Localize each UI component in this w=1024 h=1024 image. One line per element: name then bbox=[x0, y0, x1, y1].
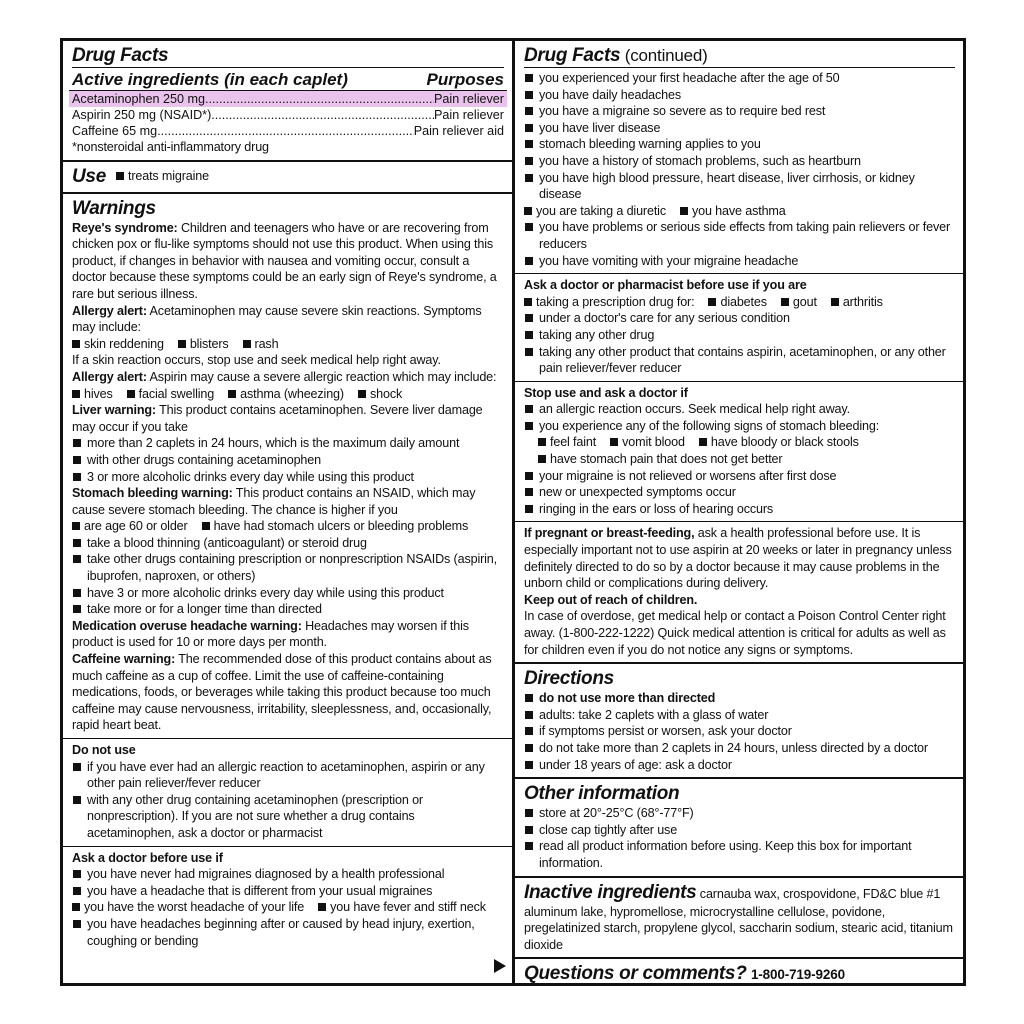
purposes-label: Purposes bbox=[426, 70, 504, 89]
drug-facts-panel bbox=[60, 38, 966, 986]
bullet-icon bbox=[73, 589, 81, 597]
ingredient-row bbox=[72, 107, 504, 123]
medication-overuse-warning: Medication overuse headache warning: Headaches may worsen if this product is used for 10 or more days per month. bbox=[72, 618, 469, 650]
continued-title: Drug Facts (continued) bbox=[524, 44, 955, 68]
bullet-icon bbox=[525, 744, 533, 752]
list-item: your migraine is not relieved or worsens after first dose bbox=[524, 468, 955, 485]
do-not-use-section bbox=[63, 739, 512, 847]
active-ingredients-section bbox=[63, 41, 512, 162]
bullet-icon bbox=[116, 172, 124, 180]
bullet-icon bbox=[73, 439, 81, 447]
ask-pharmacist-title: Ask a doctor or pharmacist before use if you are bbox=[524, 278, 807, 293]
questions-section bbox=[515, 959, 963, 983]
bullet-icon bbox=[524, 298, 532, 306]
use-title: Use bbox=[72, 165, 106, 187]
bullet-icon bbox=[127, 390, 135, 398]
continue-arrow-icon bbox=[494, 959, 506, 973]
bullet-icon bbox=[243, 340, 251, 348]
list-item: you have headaches beginning after or caused by head injury, exertion, coughing or bending bbox=[72, 916, 504, 949]
drug-facts-title: Drug Facts bbox=[72, 45, 169, 66]
leader-dots bbox=[205, 91, 434, 107]
bullet-icon bbox=[525, 422, 533, 430]
list-item: with other drugs containing acetaminophen bbox=[72, 452, 504, 469]
inactive-ingredients-text: Inactive ingredients carnauba wax, crospovidone, FD&C blue #1 aluminum lake, hypromellose, microcrystalline cellulose, povidone, pregelatinized starch, propylene glycol, saccharin sodium, stearic acid, titanium dioxide bbox=[524, 881, 953, 952]
list-item: under 18 years of age: ask a doctor bbox=[524, 757, 955, 774]
ask-doctor-section bbox=[63, 847, 512, 983]
bullet-icon bbox=[202, 522, 210, 530]
questions-phone: 1-800-719-9260 bbox=[750, 967, 845, 983]
bullet-icon bbox=[538, 455, 546, 463]
bullet-icon bbox=[538, 438, 546, 446]
ingredient-purpose: Pain reliever aid bbox=[413, 124, 504, 138]
list-item: do not use more than directed bbox=[524, 690, 955, 707]
overdose-text: In case of overdose, get medical help or contact a Poison Control Center right away. (1-800-222-1222) Quick medical attention is critical for adults as well as for children even if you do not notice any signs or symptoms. bbox=[524, 609, 946, 657]
continued-inline: you are taking a diuretic you have asthma bbox=[524, 203, 955, 220]
bullet-icon bbox=[525, 174, 533, 182]
directions-title: Directions bbox=[524, 668, 614, 690]
inactive-ingredients-section bbox=[515, 878, 963, 960]
list-item: you have a history of stomach problems, such as heartburn bbox=[524, 153, 955, 170]
bullet-icon bbox=[525, 694, 533, 702]
list-item: if you have ever had an allergic reaction to acetaminophen, aspirin or any other pain reliever/fever reducer bbox=[72, 759, 504, 792]
list-item: read all product information before using. Keep this box for important information. bbox=[524, 838, 955, 871]
bullet-icon bbox=[525, 348, 533, 356]
allergy1-after: If a skin reaction occurs, stop use and seek medical help right away. bbox=[72, 353, 441, 368]
use-text: treats migraine bbox=[127, 168, 210, 183]
list-item: you experience any of the following signs of stomach bleeding: bbox=[524, 418, 955, 435]
list-item: with any other drug containing acetaminophen (prescription or nonprescription). If you are not sure whether a drug contains acetaminophen, ask a doctor or pharmacist bbox=[72, 792, 504, 842]
list-item: you have vomiting with your migraine headache bbox=[524, 253, 955, 270]
list-item: you have a headache that is different from your usual migraines bbox=[72, 883, 504, 900]
ingredient-row bbox=[72, 123, 504, 139]
bullet-icon bbox=[525, 488, 533, 496]
bullet-icon bbox=[73, 539, 81, 547]
bullet-icon bbox=[708, 298, 716, 306]
ask-doctor-inline: you have the worst headache of your life you have fever and stiff neck bbox=[72, 899, 504, 916]
stop-inline-items: feel faint vomit blood have bloody or black stools bbox=[524, 434, 955, 451]
list-item: stomach bleeding warning applies to you bbox=[524, 136, 955, 153]
bullet-icon bbox=[178, 340, 186, 348]
bullet-icon bbox=[680, 207, 688, 215]
bullet-icon bbox=[525, 505, 533, 513]
leader-dots bbox=[157, 123, 414, 139]
list-item: you have a migraine so severe as to require bed rest bbox=[524, 103, 955, 120]
list-item: you have daily headaches bbox=[524, 87, 955, 104]
list-item: under a doctor's care for any serious condition bbox=[524, 310, 955, 327]
caffeine-warning: Caffeine warning: The recommended dose of this product contains about as much caffeine as a cup of coffee. Limit the use of caffeine-containing medications, foods, or beverages while taking this product because too much caffeine may cause nervousness, irritability, sleeplessness, and, occasionally, rapid heart beat. bbox=[72, 652, 492, 733]
bullet-icon bbox=[610, 438, 618, 446]
bullet-icon bbox=[525, 472, 533, 480]
bullet-icon bbox=[781, 298, 789, 306]
ingredient-name: Acetaminophen 250 mg bbox=[72, 92, 206, 106]
active-ingredients-header bbox=[72, 67, 504, 90]
list-item: take a blood thinning (anticoagulant) or steroid drug bbox=[72, 535, 504, 552]
bullet-icon bbox=[525, 842, 533, 850]
bullet-icon bbox=[699, 438, 707, 446]
list-item: you have high blood pressure, heart disease, liver cirrhosis, or kidney disease bbox=[524, 170, 955, 203]
ingredient-row bbox=[69, 90, 507, 107]
bullet-icon bbox=[525, 826, 533, 834]
bullet-icon bbox=[73, 870, 81, 878]
ask-doctor-title: Ask a doctor before use if bbox=[72, 850, 223, 865]
bullet-icon bbox=[72, 390, 80, 398]
ingredient-purpose: Pain reliever bbox=[434, 92, 504, 106]
warnings-title: Warnings bbox=[72, 197, 156, 219]
bullet-icon bbox=[73, 473, 81, 481]
stop-use-section bbox=[515, 382, 963, 523]
bullet-icon bbox=[72, 522, 80, 530]
bullet-icon bbox=[73, 763, 81, 771]
list-item: if symptoms persist or worsen, ask your doctor bbox=[524, 723, 955, 740]
pregnancy-section bbox=[515, 522, 963, 664]
bullet-icon bbox=[72, 340, 80, 348]
inactive-ingredients-title: Inactive ingredients bbox=[524, 881, 697, 903]
stomach-inline-items: are age 60 or older have had stomach ulcers or bleeding problems bbox=[72, 518, 504, 535]
list-item: taking any other product that contains aspirin, acetaminophen, or any other pain reliever/fever reducer bbox=[524, 344, 955, 377]
bullet-icon bbox=[73, 920, 81, 928]
active-ingredients-label: Active ingredients (in each caplet) bbox=[72, 70, 348, 89]
bullet-icon bbox=[73, 456, 81, 464]
bullet-icon bbox=[525, 91, 533, 99]
list-item: taking any other drug bbox=[524, 327, 955, 344]
list-item: you have liver disease bbox=[524, 120, 955, 137]
list-item: take other drugs containing prescription or nonprescription NSAIDs (aspirin, ibuprofen, naproxen, or others) bbox=[72, 551, 504, 584]
pregnancy-warning: If pregnant or breast-feeding, ask a health professional before use. It is especially important not to use aspirin at 20 weeks or later in pregnancy unless definitely directed to do so by a doctor because it may cause problems in the unborn child or complications during delivery. bbox=[524, 526, 952, 591]
left-column bbox=[63, 41, 515, 983]
continued-section bbox=[515, 41, 963, 274]
ingredient-purpose: Pain reliever bbox=[434, 108, 504, 122]
directions-section bbox=[515, 664, 963, 779]
list-item: more than 2 caplets in 24 hours, which is the maximum daily amount bbox=[72, 435, 504, 452]
list-item: 3 or more alcoholic drinks every day while using this product bbox=[72, 469, 504, 486]
bullet-icon bbox=[525, 74, 533, 82]
list-item: you have never had migraines diagnosed by a health professional bbox=[72, 866, 504, 883]
bullet-icon bbox=[358, 390, 366, 398]
ingredient-name: Caffeine 65 mg bbox=[72, 124, 158, 138]
bullet-icon bbox=[525, 405, 533, 413]
list-item: you experienced your first headache after the age of 50 bbox=[524, 70, 955, 87]
reye-warning: Reye's syndrome: Children and teenagers who have or are recovering from chicken pox or flu-like symptoms should not use this product. When using this product, if changes in behavior with nausea and vomiting occur, consult a doctor because these symptoms could be an early sign of Reye's syndrome, a rare but serious illness. bbox=[72, 220, 497, 301]
bullet-icon bbox=[525, 257, 533, 265]
bullet-icon bbox=[525, 711, 533, 719]
bullet-icon bbox=[525, 809, 533, 817]
list-item: close cap tightly after use bbox=[524, 822, 955, 839]
list-item: do not take more than 2 caplets in 24 hours, unless directed by a doctor bbox=[524, 740, 955, 757]
bullet-icon bbox=[525, 761, 533, 769]
bullet-icon bbox=[525, 314, 533, 322]
stomach-bleeding-warning: Stomach bleeding warning: This product contains an NSAID, which may cause severe stomach bleeding. The chance is higher if you bbox=[72, 486, 476, 517]
list-item: have 3 or more alcoholic drinks every day while using this product bbox=[72, 585, 504, 602]
bullet-icon bbox=[524, 207, 532, 215]
other-information-section bbox=[515, 779, 963, 877]
list-item: store at 20°-25°C (68°-77°F) bbox=[524, 805, 955, 822]
questions-title: Questions or comments? bbox=[524, 963, 747, 983]
list-item: new or unexpected symptoms occur bbox=[524, 484, 955, 501]
allergy-alert-acetaminophen: Allergy alert: Acetaminophen may cause severe skin reactions. Symptoms may include: bbox=[72, 303, 482, 335]
bullet-icon bbox=[831, 298, 839, 306]
bullet-icon bbox=[525, 124, 533, 132]
list-item: ringing in the ears or loss of hearing occurs bbox=[524, 501, 955, 518]
allergy2-symptoms: hives facial swelling asthma (wheezing) shock bbox=[72, 386, 504, 403]
bullet-icon bbox=[525, 107, 533, 115]
bullet-icon bbox=[525, 223, 533, 231]
bullet-icon bbox=[228, 390, 236, 398]
use-section bbox=[63, 162, 512, 194]
bullet-icon bbox=[72, 903, 80, 911]
bullet-icon bbox=[73, 887, 81, 895]
bullet-icon bbox=[525, 157, 533, 165]
nsaid-footnote: *nonsteroidal anti-inflammatory drug bbox=[72, 140, 269, 154]
keep-out-of-reach: Keep out of reach of children. bbox=[524, 592, 698, 607]
list-item: take more or for a longer time than directed bbox=[72, 601, 504, 618]
bullet-icon bbox=[73, 605, 81, 613]
list-item: you have problems or serious side effects from taking pain relievers or fever reducers bbox=[524, 219, 955, 252]
list-item: adults: take 2 caplets with a glass of water bbox=[524, 707, 955, 724]
right-column bbox=[515, 41, 963, 983]
bullet-icon bbox=[525, 140, 533, 148]
other-information-title: Other information bbox=[524, 783, 680, 805]
bullet-icon bbox=[318, 903, 326, 911]
allergy1-symptoms: skin reddening blisters rash bbox=[72, 336, 504, 353]
allergy-alert-aspirin: Allergy alert: Aspirin may cause a severe allergic reaction which may include: bbox=[72, 369, 497, 384]
leader-dots bbox=[211, 107, 434, 123]
warnings-section bbox=[63, 194, 512, 739]
bullet-icon bbox=[525, 331, 533, 339]
bullet-icon bbox=[73, 796, 81, 804]
ask-pharmacist-inline: taking a prescription drug for: diabetes gout arthritis bbox=[524, 294, 955, 311]
ask-pharmacist-section bbox=[515, 274, 963, 382]
ingredient-name: Aspirin 250 mg (NSAID*) bbox=[72, 108, 212, 122]
list-item: an allergic reaction occurs. Seek medical help right away. bbox=[524, 401, 955, 418]
stop-use-title: Stop use and ask a doctor if bbox=[524, 385, 688, 400]
do-not-use-title: Do not use bbox=[72, 743, 136, 757]
bullet-icon bbox=[525, 727, 533, 735]
liver-warning: Liver warning: This product contains acetaminophen. Severe liver damage may occur if you take bbox=[72, 403, 483, 434]
bullet-icon bbox=[73, 555, 81, 563]
stop-sub-item: have stomach pain that does not get better bbox=[524, 451, 955, 468]
